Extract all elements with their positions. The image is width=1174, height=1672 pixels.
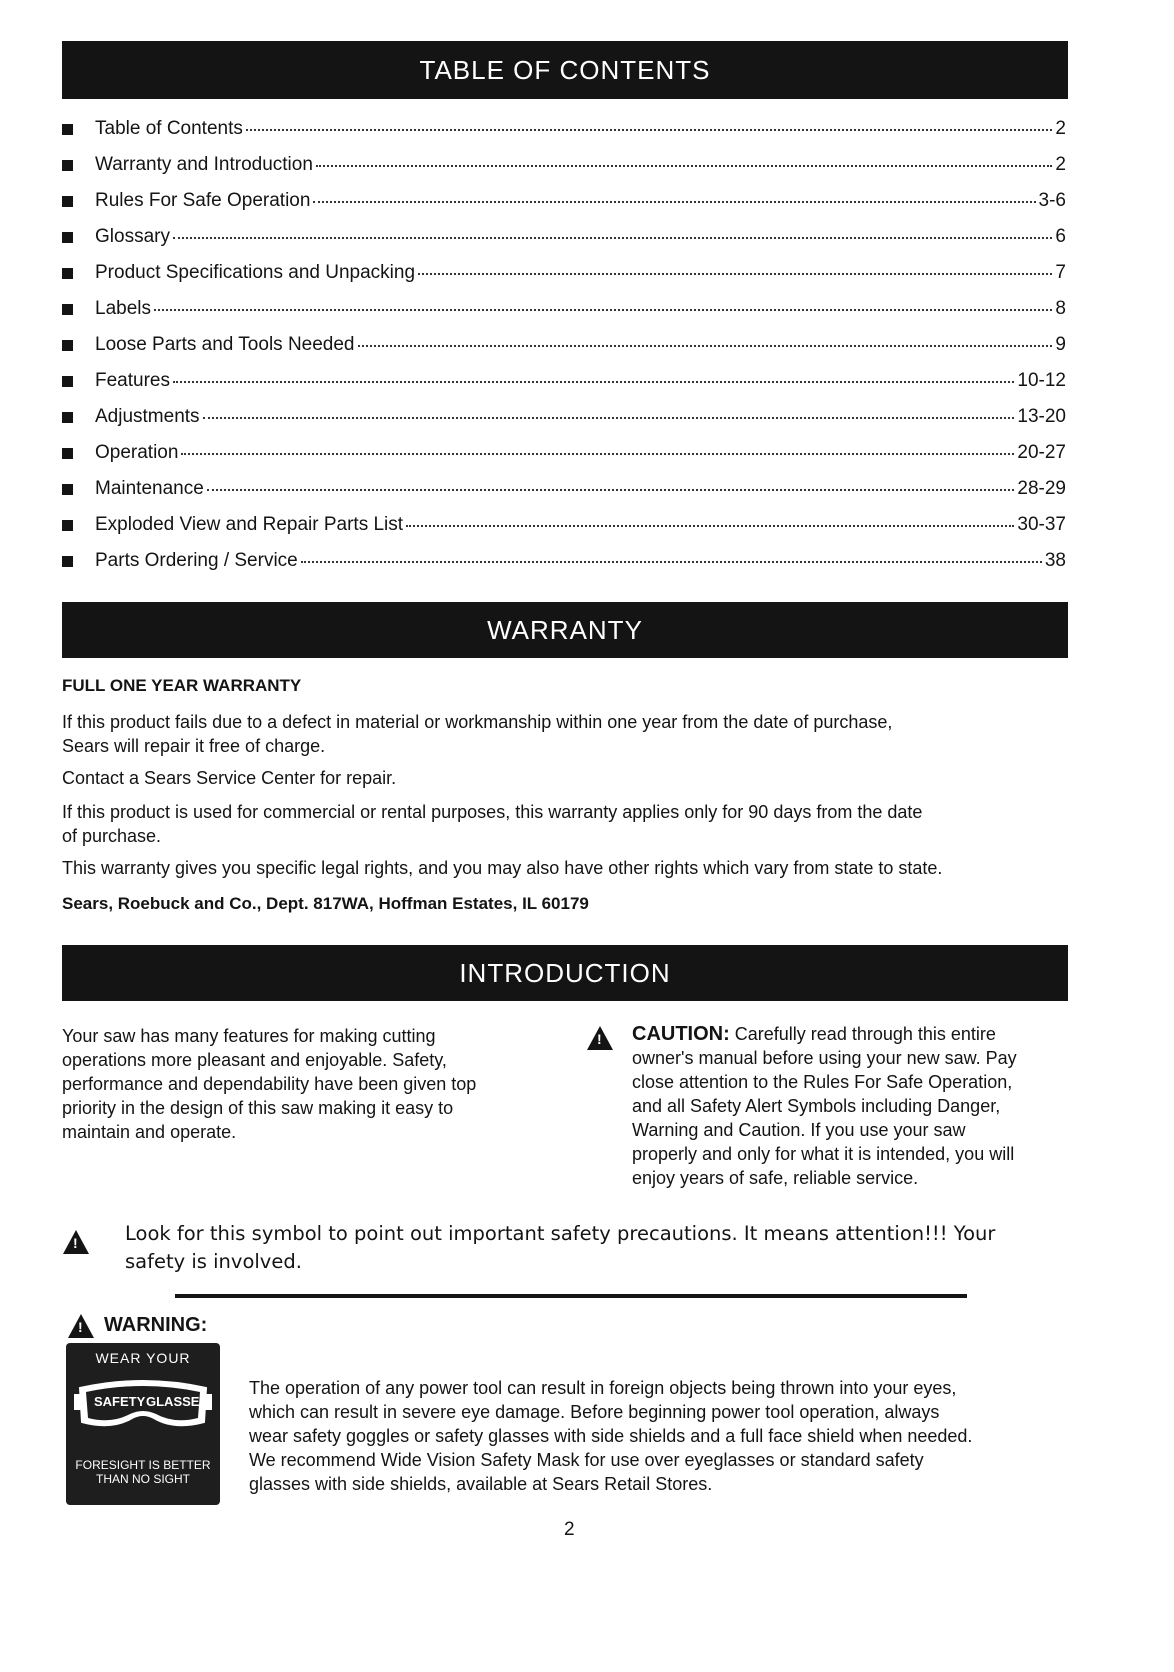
toc-row	[62, 478, 1066, 514]
bullet-icon	[62, 124, 73, 135]
toc-label: Loose Parts and Tools Needed	[95, 334, 355, 355]
toc-leader	[207, 489, 1015, 491]
toc-label: Labels	[95, 298, 151, 319]
intro-left-line: maintain and operate.	[62, 1122, 237, 1142]
warning-line: We recommend Wide Vision Safety Mask for use over eyeglasses or standard safety	[249, 1450, 924, 1470]
toc-page: 38	[1044, 550, 1066, 571]
bullet-icon	[62, 232, 73, 243]
toc-label: Operation	[95, 442, 179, 463]
toc-page: 28-29	[1017, 478, 1066, 499]
toc-page: 3-6	[1038, 190, 1066, 211]
toc-page: 6	[1055, 226, 1066, 247]
caution-line: owner's manual before using your new saw. Pay	[632, 1048, 1017, 1068]
bullet-icon	[62, 448, 73, 459]
warning-label: WARNING:	[104, 1314, 208, 1336]
bullet-icon	[62, 556, 73, 567]
warranty-p4: This warranty gives you specific legal rights, and you may also have other rights which vary from state to state.	[62, 858, 943, 878]
warranty-banner	[62, 602, 1068, 658]
toc-row	[62, 262, 1066, 298]
divider	[175, 1294, 967, 1298]
intro-left-line: priority in the design of this saw making it easy to	[62, 1098, 454, 1118]
caution-block	[632, 1022, 1082, 1190]
warranty-p2: Contact a Sears Service Center for repair.	[62, 768, 397, 788]
badge-glasses-text: GLASSES	[146, 1394, 209, 1409]
toc-leader	[406, 525, 1014, 527]
toc-label: Maintenance	[95, 478, 204, 499]
badge-safety-text: SAFETY	[94, 1394, 146, 1409]
toc-leader	[358, 345, 1053, 347]
warning-line: glasses with side shields, available at Sears Retail Stores.	[249, 1474, 713, 1494]
badge-bottom-text: FORESIGHT IS BETTER	[75, 1458, 211, 1472]
bullet-icon	[62, 160, 73, 171]
toc-leader	[246, 129, 1053, 131]
caution-line: Warning and Caution. If you use your saw	[632, 1120, 966, 1140]
toc-label: Rules For Safe Operation	[95, 190, 311, 211]
bullet-icon	[62, 520, 73, 531]
toc-leader	[301, 561, 1042, 563]
toc-label: Parts Ordering / Service	[95, 550, 298, 571]
toc-row	[62, 550, 1066, 586]
toc-label: Table of Contents	[95, 118, 243, 139]
toc-row	[62, 226, 1066, 262]
introduction-banner	[62, 945, 1068, 1001]
bullet-icon	[62, 376, 73, 387]
bullet-icon	[62, 304, 73, 315]
warning-text	[249, 1376, 1089, 1496]
symbol-line: Look for this symbol to point out important safety precautions. It means attention!!! Your	[125, 1222, 996, 1245]
warning-line: wear safety goggles or safety glasses with side shields and a full face shield when needed.	[249, 1426, 973, 1446]
caution-line: and all Safety Alert Symbols including Danger,	[632, 1096, 1001, 1116]
toc-leader	[203, 417, 1015, 419]
toc-leader	[316, 165, 1053, 167]
toc-leader	[173, 237, 1052, 239]
toc-row	[62, 406, 1066, 442]
badge-bottom-text: THAN NO SIGHT	[95, 1472, 190, 1486]
caution-line: enjoy years of safe, reliable service.	[632, 1168, 919, 1188]
toc-row	[62, 334, 1066, 370]
toc-page: 10-12	[1017, 370, 1066, 391]
toc-page: 2	[1055, 118, 1066, 139]
introduction-title: INTRODUCTION	[459, 958, 671, 988]
warranty-address: Sears, Roebuck and Co., Dept. 817WA, Hoffman Estates, IL 60179	[62, 894, 589, 913]
toc-list	[62, 118, 1066, 586]
toc-leader	[173, 381, 1014, 383]
symbol-line: safety is involved.	[125, 1250, 302, 1273]
bullet-icon	[62, 340, 73, 351]
toc-label: Warranty and Introduction	[95, 154, 313, 175]
warranty-p1-line1: If this product fails due to a defect in material or workmanship within one year from the date of purchase,	[62, 712, 893, 732]
caution-first-text: Carefully read through this entire	[734, 1024, 996, 1044]
toc-page: 30-37	[1017, 514, 1066, 535]
toc-row	[62, 154, 1066, 190]
caution-line: close attention to the Rules For Safe Operation,	[632, 1072, 1013, 1092]
safety-symbol-note	[125, 1220, 1075, 1276]
toc-label: Exploded View and Repair Parts List	[95, 514, 404, 535]
toc-label: Adjustments	[95, 406, 200, 427]
toc-page: 2	[1055, 154, 1066, 175]
caution-label: CAUTION:	[632, 1023, 730, 1045]
caution-first-line	[632, 1022, 1082, 1046]
warranty-title: WARRANTY	[487, 615, 643, 645]
toc-label: Features	[95, 370, 170, 391]
toc-row	[62, 190, 1066, 226]
toc-title: TABLE OF CONTENTS	[419, 55, 711, 85]
intro-left-column	[62, 1024, 562, 1144]
toc-label: Glossary	[95, 226, 170, 247]
toc-leader	[154, 309, 1052, 311]
intro-left-line: performance and dependability have been given top	[62, 1074, 477, 1094]
toc-page: 20-27	[1017, 442, 1066, 463]
bullet-icon	[62, 268, 73, 279]
toc-page: 8	[1055, 298, 1066, 319]
caution-line: properly and only for what it is intended, you will	[632, 1144, 1015, 1164]
toc-row	[62, 298, 1066, 334]
toc-row	[62, 442, 1066, 478]
warranty-p3-line2: of purchase.	[62, 826, 162, 846]
bullet-icon	[62, 412, 73, 423]
toc-page: 7	[1055, 262, 1066, 283]
warranty-p1-line2: Sears will repair it free of charge.	[62, 736, 326, 756]
toc-label: Product Specifications and Unpacking	[95, 262, 416, 283]
safety-alert-icon	[63, 1230, 89, 1254]
toc-leader	[418, 273, 1052, 275]
toc-page: 9	[1055, 334, 1066, 355]
wear-safety-glasses-badge	[66, 1343, 220, 1505]
toc-row	[62, 370, 1066, 406]
intro-left-line: operations more pleasant and enjoyable. Safety,	[62, 1050, 447, 1070]
bullet-icon	[62, 484, 73, 495]
toc-leader	[181, 453, 1014, 455]
intro-left-line: Your saw has many features for making cutting	[62, 1026, 436, 1046]
warranty-heading: FULL ONE YEAR WARRANTY	[62, 676, 302, 695]
warranty-p3-line1: If this product is used for commercial or rental purposes, this warranty applies only for 90 days from the date	[62, 802, 923, 822]
badge-top-text: WEAR YOUR	[95, 1350, 191, 1366]
bullet-icon	[62, 196, 73, 207]
warning-alert-icon	[68, 1314, 94, 1338]
warning-line: which can result in severe eye damage. Before beginning power tool operation, always	[249, 1402, 940, 1422]
toc-row	[62, 514, 1066, 550]
page-number: 2	[564, 1519, 575, 1540]
toc-row	[62, 118, 1066, 154]
warranty-paragraph	[62, 800, 1072, 848]
goggles-icon	[74, 1372, 212, 1434]
toc-leader	[313, 201, 1035, 203]
toc-banner	[62, 41, 1068, 99]
warning-line: The operation of any power tool can result in foreign objects being thrown into your eyes,	[249, 1378, 957, 1398]
toc-page: 13-20	[1017, 406, 1066, 427]
warranty-paragraph	[62, 710, 1072, 758]
caution-alert-icon	[587, 1026, 613, 1050]
